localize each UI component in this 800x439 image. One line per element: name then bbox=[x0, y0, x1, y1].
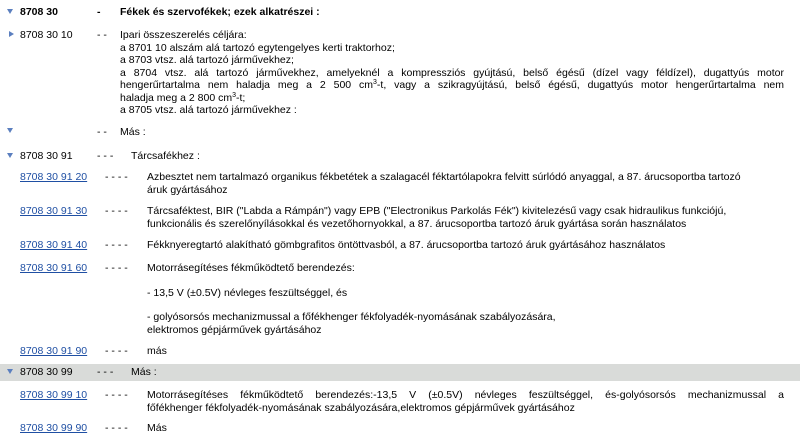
tariff-row-8708309140 bbox=[0, 239, 800, 253]
tariff-row-8708309990 bbox=[0, 422, 800, 436]
tariff-description: más bbox=[147, 345, 167, 357]
tariff-description: Azbesztet nem tartalmazó organikus fékbetétek a szalagacél féktartólapokra felvitt súrlódó anyaggal, a 87. árucsoportba tartozó áruk gyártásához bbox=[147, 171, 741, 196]
expand-triangle-icon[interactable] bbox=[7, 369, 13, 374]
tariff-row-87083091 bbox=[0, 150, 800, 164]
tariff-description: Motorrásegítéses fékműködtető berendezés: - 13,5 V (±0.5V) névleges feszültséggel, és - golyósorsós mechanizmussal a főfékhenger fékfolyadék-nyomásának szabályozására, elektromos gépjárművek gyártásához bbox=[147, 262, 556, 336]
tariff-row-87083010 bbox=[0, 29, 800, 121]
tariff-description: Tárcsaféktest, BIR ("Labda a Rámpán") vagy EPB ("Electronikus Parkolás Fék") kivitelezésű vagy csak hidraulikus funkciójú, funkcionális és szerelőnyílásokkal és vezetőhornyokkal, a 87. árucsoportba tartozó áruk gyártása során használatos bbox=[147, 205, 727, 230]
tariff-dash: - - bbox=[97, 29, 107, 41]
tariff-code: 8708 30 10 bbox=[20, 29, 73, 41]
tariff-description: Fékek és szervofékek; ezek alkatrészei : bbox=[120, 6, 320, 18]
tariff-row-8708309190 bbox=[0, 345, 800, 359]
tariff-code-link[interactable]: 8708 30 91 90 bbox=[20, 345, 88, 357]
tariff-row-8708309160 bbox=[0, 262, 800, 336]
tariff-description: Más : bbox=[120, 126, 146, 138]
tariff-code-link[interactable]: 8708 30 91 60 bbox=[20, 262, 88, 274]
tariff-row-8708309910 bbox=[0, 389, 800, 415]
tariff-dash: - - - - bbox=[105, 422, 128, 434]
tariff-row-87083099 bbox=[0, 364, 800, 381]
tariff-description: Motorrásegítéses fékműködtető berendezés:-13,5 V (±0.5V) névleges feszültséggel, és-golyósorsós mechanizmussal a főfékhenger fékfolyadék-nyomásának szabályozására,elektromos gépjárművek gyártásához bbox=[147, 389, 784, 414]
tariff-description: Fékknyeregtartó alakítható gömbgrafitos öntöttvasból, a 87. árucsoportba tartozó áruk gyártásához használatos bbox=[147, 239, 666, 251]
tariff-row-8708309130 bbox=[0, 205, 800, 243]
tariff-description: Tárcsafékhez : bbox=[131, 150, 200, 162]
tariff-dash: - - - - bbox=[105, 171, 128, 183]
collapse-triangle-icon[interactable] bbox=[9, 31, 14, 37]
expand-triangle-icon[interactable] bbox=[7, 9, 13, 14]
tariff-description: Ipari összeszerelés céljára: a 8701 10 alszám alá tartozó egytengelyes kerti traktorhoz; a 8703 vtsz. alá tartozó járművekhez; a 8704 vtsz. alá tartozó járművekhez, amelyeknél a kompressziós gyújtású, belső égésű (dízel vagy féldízel), dugattyús motor hengerűrtartalma nem haladja meg a 2 500 $cm^3-t$, vagy a szikragyújtású, belső égésű, dugattyús motor hengerűrtartalma nem haladja meg a 2 800 $cm^3-t$; a 8705 vtsz. alá tartozó járművekhez : bbox=[120, 29, 784, 116]
tariff-description: Más : bbox=[131, 366, 157, 378]
tariff-dash: - - - - bbox=[105, 389, 128, 401]
expand-triangle-icon[interactable] bbox=[7, 128, 13, 133]
tariff-dash: - - - - bbox=[105, 239, 128, 251]
tariff-dash: - - bbox=[97, 126, 107, 138]
tariff-row-8708309120 bbox=[0, 171, 800, 197]
tariff-code-link[interactable]: 8708 30 99 90 bbox=[20, 422, 88, 434]
tariff-dash: - bbox=[97, 6, 101, 18]
tariff-code-link[interactable]: 8708 30 91 40 bbox=[20, 239, 88, 251]
tariff-dash: - - - bbox=[97, 150, 114, 162]
tariff-dash: - - - - bbox=[105, 262, 128, 274]
expand-triangle-icon[interactable] bbox=[7, 153, 13, 158]
tariff-description: Más bbox=[147, 422, 167, 434]
tariff-code: 8708 30 91 bbox=[20, 150, 73, 162]
tariff-dash: - - - - bbox=[105, 345, 128, 357]
tariff-dash: - - - bbox=[97, 366, 114, 378]
tariff-code-link[interactable]: 8708 30 91 30 bbox=[20, 205, 88, 217]
tariff-code: 8708 30 99 bbox=[20, 366, 73, 378]
tariff-row-mas bbox=[0, 126, 800, 140]
tariff-code-link[interactable]: 8708 30 91 20 bbox=[20, 171, 88, 183]
tariff-row-870830 bbox=[0, 6, 800, 20]
tariff-code: 8708 30 bbox=[20, 6, 58, 18]
tariff-code-link[interactable]: 8708 30 99 10 bbox=[20, 389, 88, 401]
tariff-dash: - - - - bbox=[105, 205, 128, 217]
